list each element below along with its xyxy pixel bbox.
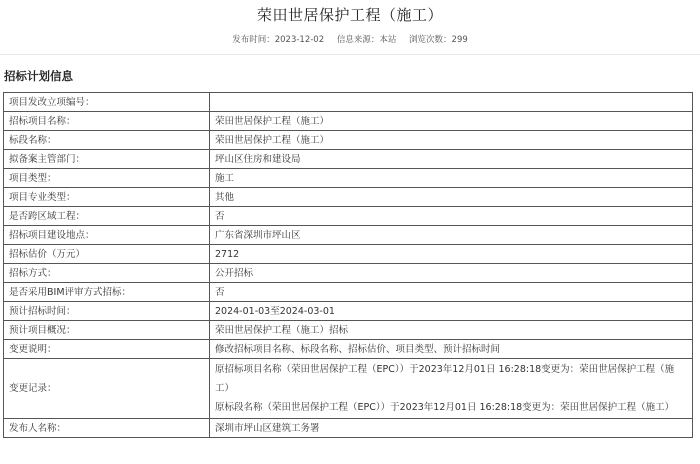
row-value: 荣田世居保护工程（施工） <box>210 131 693 150</box>
row-label: 项目类型： <box>4 169 210 188</box>
table-row <box>4 264 693 283</box>
page-title: 荣田世居保护工程（施工） <box>256 6 443 24</box>
row-label: 预计项目概况： <box>4 321 210 340</box>
table-row <box>4 112 693 131</box>
title-divider <box>0 54 700 55</box>
info-source: 信息来源：本站 <box>336 35 397 45</box>
section-title: 招标计划信息 <box>4 69 73 83</box>
row-label: 项目发改立项编号： <box>4 93 210 112</box>
table-row <box>4 93 693 112</box>
row-label: 变更记录： <box>4 359 210 419</box>
change-record-value: 原招标项目名称（荣田世居保护工程（EPC））于2023年12月01日 16:28:18变更为：荣田世居保护工程（施工） 原标段名称（荣田世居保护工程（EPC））于2023年12月01日 16:28:18变更为：荣田世居保护工程（施工） <box>210 359 693 419</box>
row-label: 是否采用BIM评审方式招标： <box>4 283 210 302</box>
row-value: 荣田世居保护工程（施工）招标 <box>210 321 693 340</box>
row-value: 广东省深圳市坪山区 <box>210 226 693 245</box>
tender-plan-table <box>3 92 693 438</box>
table-row <box>4 340 693 359</box>
table-row <box>4 419 693 438</box>
row-value <box>210 93 693 112</box>
row-value: 2712 <box>210 245 693 264</box>
table-row <box>4 245 693 264</box>
row-label: 招标项目名称： <box>4 112 210 131</box>
row-label: 变更说明： <box>4 340 210 359</box>
row-value: 修改招标项目名称、标段名称、招标估价、项目类型、预计招标时间 <box>210 340 693 359</box>
row-value: 深圳市坪山区建筑工务署 <box>210 419 693 438</box>
row-label: 项目专业类型： <box>4 188 210 207</box>
table-row <box>4 150 693 169</box>
row-value: 否 <box>210 207 693 226</box>
row-value: 其他 <box>210 188 693 207</box>
row-label: 招标方式： <box>4 264 210 283</box>
row-label: 拟备案主管部门： <box>4 150 210 169</box>
article-meta <box>0 33 700 45</box>
view-count: 浏览次数：299 <box>409 35 468 45</box>
table-row <box>4 207 693 226</box>
table-row <box>4 302 693 321</box>
row-value: 2024-01-03至2024-03-01 <box>210 302 693 321</box>
publish-time: 发布时间：2023-12-02 <box>232 35 325 45</box>
row-value: 否 <box>210 283 693 302</box>
row-label: 发布人名称： <box>4 419 210 438</box>
row-label: 招标估价（万元） <box>4 245 210 264</box>
table-row <box>4 188 693 207</box>
table-row <box>4 283 693 302</box>
row-label: 预计招标时间： <box>4 302 210 321</box>
table-row <box>4 321 693 340</box>
table-row <box>4 359 693 419</box>
row-label: 标段名称： <box>4 131 210 150</box>
row-value: 荣田世居保护工程（施工） <box>210 112 693 131</box>
row-value: 施工 <box>210 169 693 188</box>
table-row <box>4 131 693 150</box>
row-label: 是否跨区域工程： <box>4 207 210 226</box>
row-label: 招标项目建设地点： <box>4 226 210 245</box>
row-value: 坪山区住房和建设局 <box>210 150 693 169</box>
row-value: 公开招标 <box>210 264 693 283</box>
table-row <box>4 169 693 188</box>
table-row <box>4 226 693 245</box>
